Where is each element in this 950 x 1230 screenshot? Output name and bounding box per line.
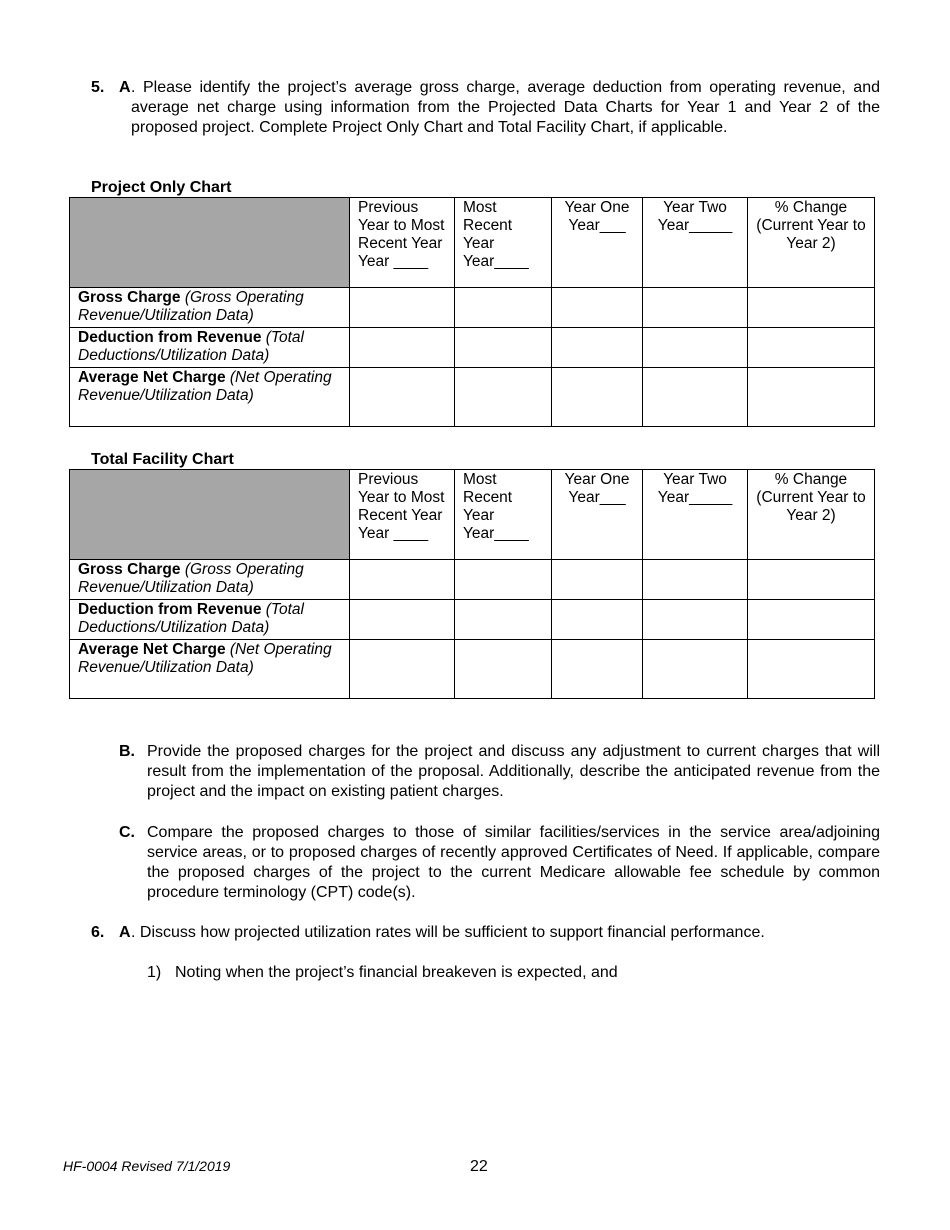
header-previous-year: Previous Year to Most Recent Year Year ____	[350, 470, 455, 560]
sub-item-text: Noting when the project’s financial breakeven is expected, and	[175, 964, 618, 981]
header-previous-year: Previous Year to Most Recent Year Year ____	[350, 198, 455, 288]
form-id: HF-0004 Revised 7/1/2019	[63, 1158, 231, 1174]
table-cell[interactable]	[350, 328, 455, 368]
table-cell[interactable]	[748, 368, 875, 427]
sub-item-number: 1)	[147, 964, 162, 981]
header-year-two: Year Two Year_____	[643, 470, 748, 560]
table-cell[interactable]	[643, 560, 748, 600]
table-cell[interactable]	[552, 328, 643, 368]
table-row	[70, 368, 875, 427]
row-label-gross-charge: Gross Charge (Gross Operating Revenue/Utilization Data)	[70, 288, 350, 328]
table-cell[interactable]	[350, 640, 455, 699]
table-cell[interactable]	[748, 288, 875, 328]
header-most-recent-year: Most Recent Year Year____	[455, 198, 552, 288]
question-6a-text: . Discuss how projected utilization rates will be sufficient to support financial performance.	[131, 924, 765, 941]
header-row	[70, 198, 875, 288]
header-year-one: Year One Year___	[552, 470, 643, 560]
table-cell[interactable]	[643, 600, 748, 640]
table-row	[70, 288, 875, 328]
header-year-two: Year Two Year_____	[643, 198, 748, 288]
header-most-recent-year: Most Recent Year Year____	[455, 470, 552, 560]
table-cell[interactable]	[455, 288, 552, 328]
table-cell[interactable]	[455, 600, 552, 640]
table-cell[interactable]	[643, 288, 748, 328]
table-cell[interactable]	[552, 368, 643, 427]
table-row	[70, 328, 875, 368]
table-cell[interactable]	[552, 600, 643, 640]
project-only-chart	[69, 197, 875, 427]
table-cell[interactable]	[455, 640, 552, 699]
table-cell[interactable]	[350, 600, 455, 640]
header-percent-change: % Change (Current Year to Year 2)	[748, 470, 875, 560]
question-5a-body: . Please identify the project’s average gross charge, average deduction from operating revenue, and average net charge using information from the Projected Data Charts for Year 1 and Year 2 of the proposed project. Complete Project Only Chart and Total Facility Chart, if applicable.	[131, 79, 880, 136]
header-blank-cell	[70, 470, 350, 560]
page-number: 22	[470, 1158, 488, 1175]
row-label-average-net-charge: Average Net Charge (Net Operating Revenue/Utilization Data)	[70, 640, 350, 699]
table-cell[interactable]	[350, 288, 455, 328]
question-letter-6a: A	[119, 924, 131, 941]
header-blank-cell	[70, 198, 350, 288]
header-year-one: Year One Year___	[552, 198, 643, 288]
row-label-average-net-charge: Average Net Charge (Net Operating Revenue/Utilization Data)	[70, 368, 350, 427]
table-cell[interactable]	[748, 328, 875, 368]
table-row	[70, 600, 875, 640]
table-cell[interactable]	[748, 560, 875, 600]
table-row	[70, 640, 875, 699]
row-label-gross-charge: Gross Charge (Gross Operating Revenue/Utilization Data)	[70, 560, 350, 600]
question-5a-text	[131, 78, 880, 138]
table-cell[interactable]	[748, 640, 875, 699]
question-number-6: 6.	[91, 924, 105, 941]
table-cell[interactable]	[350, 368, 455, 427]
question-number-5: 5.	[91, 79, 105, 96]
table-cell[interactable]	[552, 640, 643, 699]
row-label-deduction: Deduction from Revenue (Total Deductions/Utilization Data)	[70, 600, 350, 640]
table-cell[interactable]	[552, 560, 643, 600]
table-cell[interactable]	[455, 368, 552, 427]
project-only-chart-title: Project Only Chart	[91, 179, 232, 196]
table-cell[interactable]	[643, 328, 748, 368]
question-5c-text: Compare the proposed charges to those of similar facilities/services in the service area/adjoining service areas, or to proposed charges of recently approved Certificates of Need. If applicable, compare the proposed charges of the project to the current Medicare allowable fee schedule by common procedure terminology (CPT) code(s).	[147, 824, 880, 901]
table-cell[interactable]	[552, 288, 643, 328]
header-percent-change: % Change (Current Year to Year 2)	[748, 198, 875, 288]
table-row	[70, 560, 875, 600]
question-5b-text: Provide the proposed charges for the project and discuss any adjustment to current charges that will result from the implementation of the proposal. Additionally, describe the anticipated revenue from the project and the impact on existing patient charges.	[147, 743, 880, 800]
question-letter-5c: C.	[119, 824, 135, 841]
table-cell[interactable]	[643, 368, 748, 427]
header-row	[70, 470, 875, 560]
table-cell[interactable]	[748, 600, 875, 640]
total-facility-chart	[69, 469, 875, 699]
table-cell[interactable]	[350, 560, 455, 600]
table-cell[interactable]	[643, 640, 748, 699]
total-facility-chart-title: Total Facility Chart	[91, 451, 234, 468]
row-label-deduction: Deduction from Revenue (Total Deductions/Utilization Data)	[70, 328, 350, 368]
question-letter-5a: A	[119, 79, 131, 96]
table-cell[interactable]	[455, 560, 552, 600]
question-letter-5b: B.	[119, 743, 135, 760]
table-cell[interactable]	[455, 328, 552, 368]
